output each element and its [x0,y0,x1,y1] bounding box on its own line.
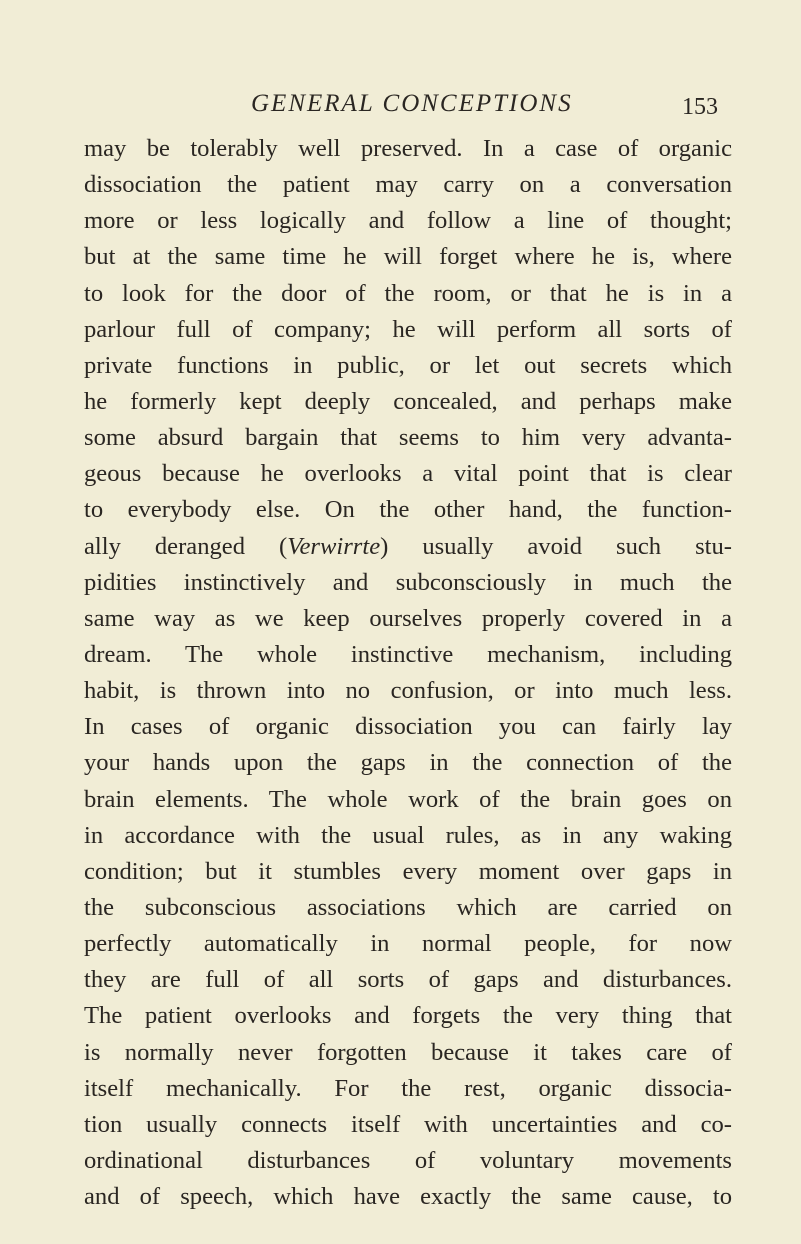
text-line: and of speech, which have exactly the same cause, to [84,1183,732,1211]
text-line: perfectly automatically in normal people, for now [84,930,732,958]
running-head [0,86,801,122]
text-line: more or less logically and follow a line of thought; [84,207,732,235]
text-line: to look for the door of the room, or that he is in a [84,279,732,307]
text-line: tion usually connects itself with uncertainties and co- [84,1110,732,1138]
text-line-with-italic [84,529,732,565]
text-segment: ally deranged ( [84,532,288,560]
running-title: GENERAL CONCEPTIONS [251,90,573,117]
text-line: In cases of organic dissociation you can fairly lay [84,713,732,741]
text-line: ordinational disturbances of voluntary movements [84,1146,732,1174]
text-line: The patient overlooks and forgets the very thing that [84,1002,732,1030]
text-line: geous because he overlooks a vital point that is clear [84,460,732,488]
text-line: is normally never forgotten because it takes care of [84,1038,732,1066]
text-line: itself mechanically. For the rest, organic dissocia- [84,1074,732,1102]
text-line: some absurd bargain that seems to him very advanta- [84,424,732,452]
body-text [84,131,732,1215]
text-line: brain elements. The whole work of the brain goes on [84,785,732,813]
text-line: parlour full of company; he will perform all sorts of [84,315,732,343]
text-segment: ) usually avoid such stu- [380,532,732,560]
text-line: the subconscious associations which are carried on [84,893,732,921]
text-line: pidities instinctively and subconsciously in much the [84,568,732,596]
text-line: he formerly kept deeply concealed, and perhaps make [84,387,732,415]
text-line: same way as we keep ourselves properly covered in a [84,604,732,632]
text-line: in accordance with the usual rules, as in any waking [84,821,732,849]
text-line: but at the same time he will forget where he is, where [84,243,732,271]
italic-term: Verwirrte [287,532,381,560]
text-line: habit, is thrown into no confusion, or into much less. [84,677,732,705]
text-line: your hands upon the gaps in the connection of the [84,749,732,777]
text-line: to everybody else. On the other hand, the function- [84,496,732,524]
text-line: private functions in public, or let out secrets which [84,351,732,379]
text-line: condition; but it stumbles every moment over gaps in [84,857,732,885]
text-line: they are full of all sorts of gaps and disturbances. [84,966,732,994]
text-line: may be tolerably well preserved. In a case of organic [84,135,732,162]
text-line: dissociation the patient may carry on a conversation [84,171,732,199]
page-number: 153 [682,94,718,120]
text-line: dream. The whole instinctive mechanism, including [84,640,732,668]
